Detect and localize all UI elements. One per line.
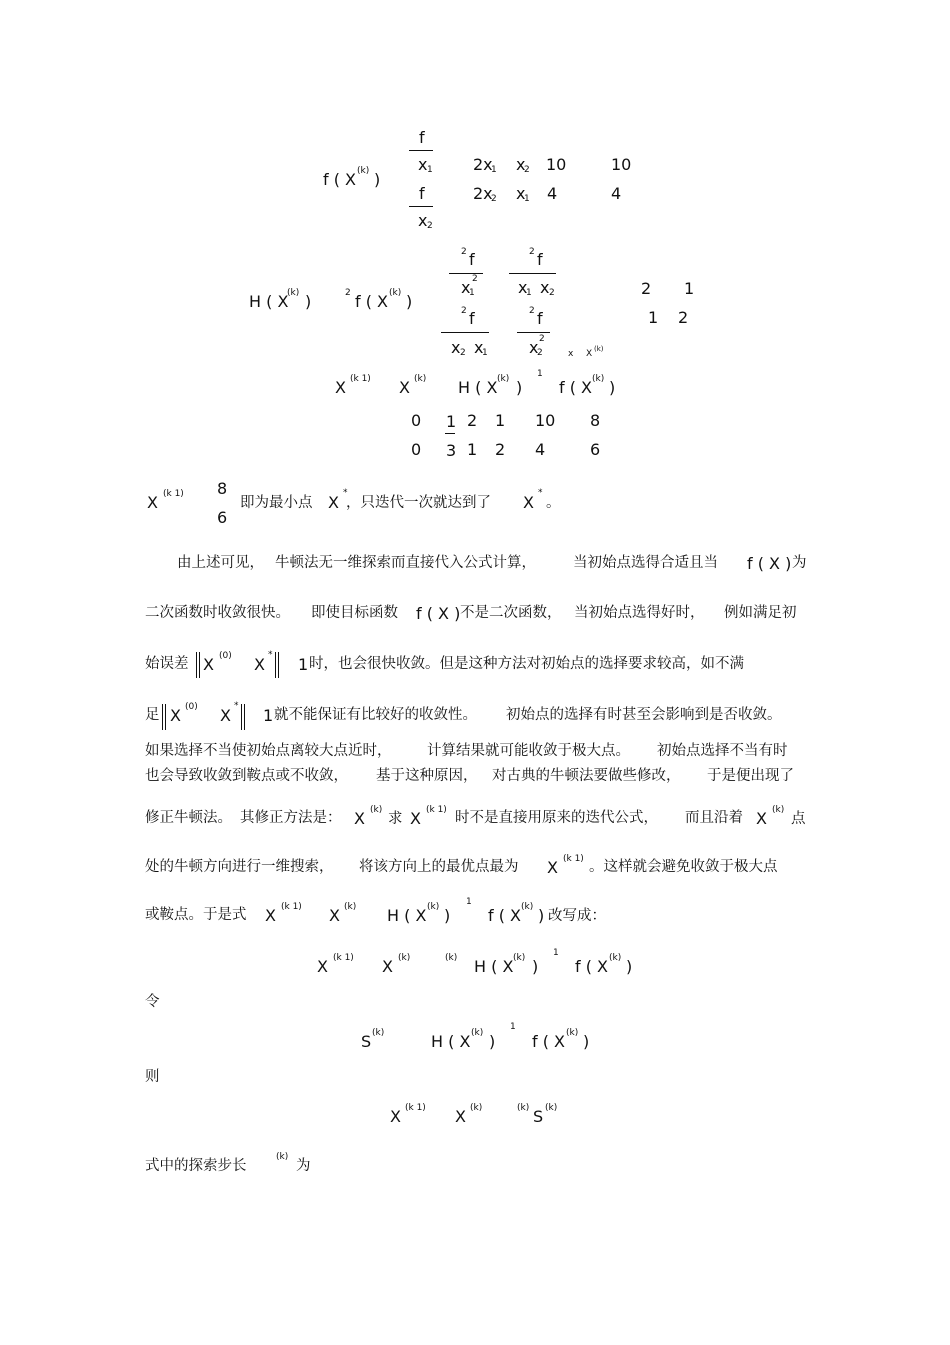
grad-r2-expr-b: x [516,184,526,203]
para-text: 始误差 [145,656,189,672]
para-text: 于是便出现了 [707,768,794,784]
para-math: 1 [263,706,274,725]
last-text: 为 [296,1158,311,1174]
hessian-mid-close: ) [406,292,413,311]
grad-r2-fraction-bar [409,206,433,207]
para-text: 例如满足初 [724,605,797,621]
h12-fraction-bar [509,273,556,274]
hessian-matrix-12: 1 [684,279,695,298]
para-math: X [329,906,340,925]
h12-den-b: x [540,278,550,297]
para-math-sup: (k) [772,805,785,815]
hessian-eval-x: x [568,349,574,359]
iter-f: f ( X [559,378,593,397]
hessian-matrix-22: 2 [678,308,689,327]
para-math: ) [538,906,545,925]
para-math: ) [444,906,451,925]
grad-r2-expr-c: 4 [547,184,558,203]
para-math: X [547,858,558,877]
result-text2: ，只迭代一次就达到了 [346,495,491,511]
para-math: H ( X [387,906,427,925]
h22-den: x [529,338,539,357]
eq2-close: ) [583,1032,590,1051]
iter-c2-3: 4 [535,440,546,459]
result-end: 。 [546,495,561,511]
iter-c1-4: 8 [590,411,601,430]
grad-r1-den-sub: 1 [427,165,433,175]
h12-den-a-sub: 1 [526,288,532,298]
para-text: 。这样就会避免收敛于极大点 [589,859,778,875]
hessian-lhs-sup: (k) [287,288,300,298]
eq1-close: ) [626,957,633,976]
para-math: X [410,809,421,828]
eq3-X2: X [455,1107,466,1126]
iter-c1-2: 1 [495,411,506,430]
iter-c2-1: 1 [467,440,478,459]
norm-bar [196,652,197,678]
result-text1: 即为最小点 [240,495,313,511]
h22-den-sub: 2 [537,348,543,358]
para-math: X [354,809,365,828]
hessian-lhs-close: ) [305,292,312,311]
iter-c2-4: 6 [590,440,601,459]
para-math: X [756,809,767,828]
para-text: 将该方向上的最优点最为 [359,859,519,875]
para-math: f ( X ) [416,604,461,623]
eq1-sup: (k) [609,953,622,963]
para-math: X [220,706,231,725]
para-math-sup: (k) [427,902,440,912]
result-sup: (k 1) [163,489,184,499]
h12-num: f [537,250,543,269]
para-text: 基于这种原因， [376,768,478,784]
para-text: 二次函数时收敛很快。 [145,605,290,621]
iter-c1-1: 2 [467,411,478,430]
h11-fraction-bar [449,273,483,274]
para-text: 不是二次函数， [460,605,562,621]
grad-r2-expr-a-sub: 2 [491,194,497,204]
eq2-H: H ( X [431,1032,471,1051]
grad-r1-fraction-bar [409,150,433,151]
eq1-H: H ( X [474,957,514,976]
iter-H-sup: (k) [497,374,510,384]
eq2-inv: 1 [510,1022,516,1032]
eq1-f: f ( X [575,957,609,976]
last-sup: (k) [276,1152,289,1162]
norm-bar [162,704,163,730]
iter-c1-0: 0 [411,411,422,430]
gradient-lhs-sup: (k) [357,166,370,176]
gradient-lhs: f ( X [323,170,357,189]
gradient-lhs-close: ) [374,170,381,189]
h11-num-sup: 2 [461,247,467,257]
h21-den-b-sub: 1 [482,348,488,358]
norm-bar [241,704,242,730]
para-math-sup: (k 1) [426,805,447,815]
para-text: 即使目标函数 [311,605,398,621]
grad-r2-expr-a: 2x [473,184,493,203]
h21-den-a-sub: 2 [460,348,466,358]
h12-num-sup: 2 [529,247,535,257]
para-math-sup: (k) [344,902,357,912]
para-math-sup: (0) [219,651,232,661]
eq2-close: ) [489,1032,496,1051]
iter-sup-k1: (k 1) [350,374,371,384]
result-X: X [147,493,158,512]
result-Xstar: X [328,493,339,512]
hessian-lhs: H ( X [249,292,289,311]
para-math: X [203,655,214,674]
para-text: 点 [791,811,806,827]
grad-r1-expr-b: x [516,155,526,174]
para-text: 求 [388,811,403,827]
hessian-matrix-11: 2 [641,279,652,298]
iter-X2: X [399,378,410,397]
para-math: X [254,655,265,674]
iter-frac-den: 3 [446,441,457,460]
iter-f-sup: (k) [592,374,605,384]
grad-r1-expr-c: 10 [546,155,567,174]
eq3-sup: (k) [470,1103,483,1113]
iter-H: H ( X [458,378,498,397]
h21-num: f [469,309,475,328]
ling-label: 令 [145,994,160,1010]
grad-r2-num: f [419,184,425,203]
para-text: 或鞍点。于是式 [145,907,247,923]
para-text: 而且沿着 [685,810,743,826]
iter-frac-num: 1 [446,412,457,431]
para-text: 修正牛顿法。 [145,810,232,826]
h11-den-sub: 1 [469,288,475,298]
para-text: 也会导致收敛到鞍点或不收敛， [145,768,348,784]
grad-r2-value: 4 [611,184,622,203]
eq1-lambda-sup: (k) [445,953,458,963]
para-math-sup: (k) [370,805,383,815]
result-star: * [343,488,348,498]
para-text: 为 [792,555,807,571]
para-text: 足 [145,707,160,723]
para-text: 处的牛顿方向进行一维搜索， [145,859,334,875]
eq1-sup: (k) [398,953,411,963]
eq2-sup: (k) [471,1028,484,1038]
grad-r1-expr-a-sub: 1 [491,165,497,175]
grad-r2-den: x [418,211,428,230]
eq3-sup: (k) [545,1103,558,1113]
eq3-X: X [390,1107,401,1126]
para-text: 改写成： [548,908,606,924]
eq3-S: S [533,1107,544,1126]
para-text: 由上述可见， [177,555,264,571]
para-math: f ( X ) [747,554,792,573]
eq3-sup: (k 1) [405,1103,426,1113]
h12-den-a: x [518,278,528,297]
norm-bar [199,652,200,678]
hessian-mid: f ( X [355,292,389,311]
eq1-sup: (k) [513,953,526,963]
para-math-sup: (k 1) [563,854,584,864]
para-math: X [170,706,181,725]
h12-den-b-sub: 2 [549,288,555,298]
hessian-eval-X: X [586,349,593,359]
grad-r2-den-sub: 2 [427,221,433,231]
norm-bar [244,704,245,730]
iter-X: X [335,378,346,397]
para-math-sup: 1 [466,897,472,907]
eq2-S: S [361,1032,372,1051]
last-text: 式中的探索步长 [145,1158,247,1174]
grad-r1-value: 10 [611,155,632,174]
grad-r1-den: x [418,155,428,174]
h22-den-sup: 2 [539,334,545,344]
eq3-lambda-sup: (k) [517,1103,530,1113]
iter-H-close: ) [516,378,523,397]
iter-c2-0: 0 [411,440,422,459]
para-text: 如果选择不当使初始点离较大点近时， [145,743,392,759]
para-math-sup: * [234,701,239,711]
h21-fraction-bar [441,332,489,333]
para-text: 当初始点选得好时， [574,605,705,621]
result-star2: * [538,488,543,498]
grad-r2-expr-b-sub: 1 [524,194,530,204]
result-v1: 8 [217,479,228,498]
para-math-sup: (0) [185,702,198,712]
hessian-mid-sup: 2 [345,288,351,298]
h22-fraction-bar [517,332,550,333]
para-math-sup: * [268,650,273,660]
h11-den: x [461,278,471,297]
h11-num: f [469,250,475,269]
para-text: 计算结果就可能收敛于极大点。 [427,743,630,759]
iter-f-close: ) [609,378,616,397]
norm-bar [278,652,279,678]
hessian-mid-sup2: (k) [389,288,402,298]
h21-den-b: x [474,338,484,357]
iter-sup-k: (k) [414,374,427,384]
para-text: 时，也会很快收敛。但是这种方法对初始点的选择要求较高，如不满 [309,656,744,672]
para-math: 1 [298,655,309,674]
norm-bar [165,704,166,730]
ze-label: 则 [145,1069,160,1085]
result-Xstar2: X [523,493,534,512]
para-text: 其修正方法是： [240,810,342,826]
eq2-sup: (k) [566,1028,579,1038]
h22-num: f [537,309,543,328]
para-text: 初始点的选择有时甚至会影响到是否收敛。 [506,707,782,723]
h21-num-sup: 2 [461,306,467,316]
h11-den-sup: 2 [472,274,478,284]
para-text: 时不是直接用原来的迭代公式， [455,810,658,826]
h21-den-a: x [451,338,461,357]
eq1-inv: 1 [553,948,559,958]
h22-num-sup: 2 [529,306,535,316]
grad-r1-expr-b-sub: 2 [524,165,530,175]
para-text: 就不能保证有比较好的收敛性。 [274,707,477,723]
para-text: 初始点选择不当有时 [657,743,788,759]
para-math-sup: (k) [521,902,534,912]
eq1-sup: (k 1) [333,953,354,963]
grad-r1-num: f [419,128,425,147]
iter-c2-2: 2 [495,440,506,459]
para-math-sup: (k 1) [281,902,302,912]
para-math: f ( X [488,906,522,925]
iter-inv: 1 [537,369,543,379]
eq2-sup: (k) [372,1028,385,1038]
norm-bar [275,652,276,678]
eq2-f: f ( X [532,1032,566,1051]
para-math: X [265,906,276,925]
hessian-eval-sup: (k) [594,345,604,353]
grad-r1-expr-a: 2x [473,155,493,174]
result-v2: 6 [217,508,228,527]
hessian-matrix-21: 1 [648,308,659,327]
eq1-close: ) [532,957,539,976]
para-text: 对古典的牛顿法要做些修改， [492,768,681,784]
eq1-X: X [317,957,328,976]
iter-c1-3: 10 [535,411,556,430]
para-text: 当初始点选得合适且当 [573,555,718,571]
para-text: 牛顿法无一维探索而直接代入公式计算， [275,555,536,571]
eq1-X2: X [382,957,393,976]
iter-frac-bar [445,433,455,434]
